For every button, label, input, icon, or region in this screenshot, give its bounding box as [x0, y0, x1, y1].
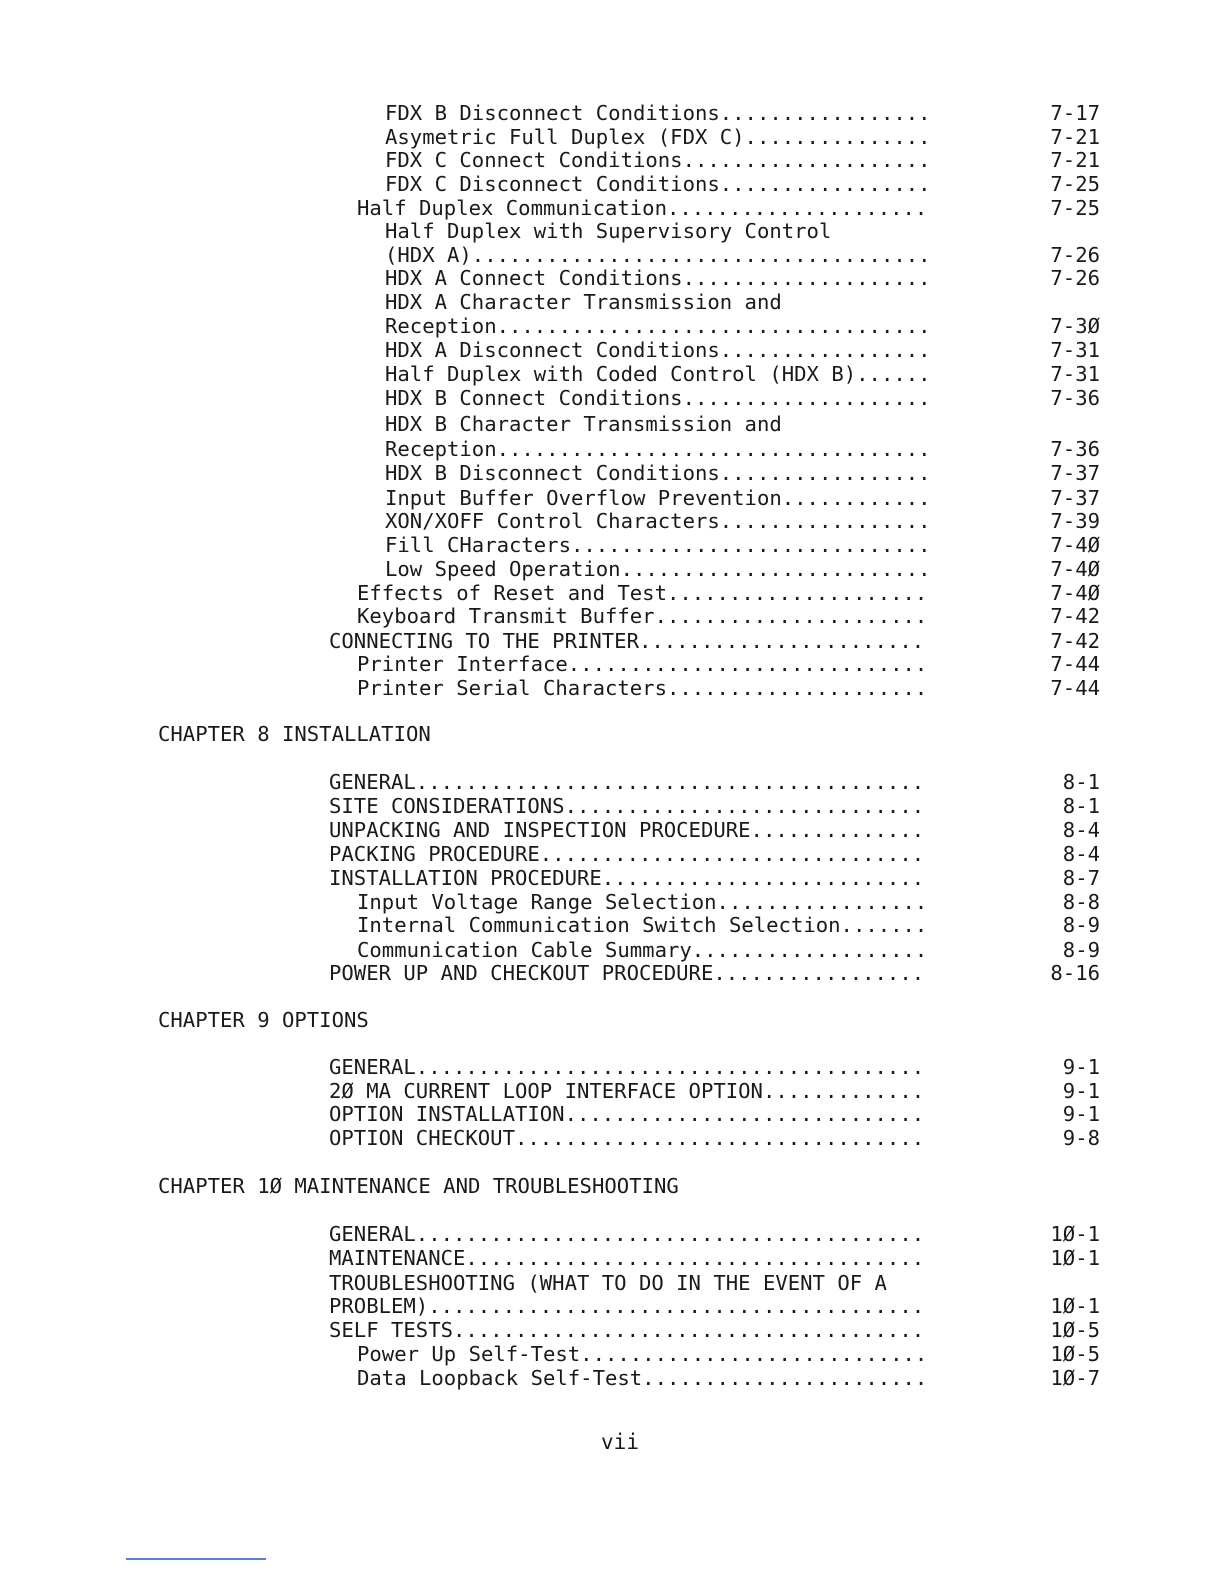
toc-entry: Input Buffer Overflow Prevention............: [385, 486, 931, 510]
toc-entry-page: 7-36: [1050, 437, 1100, 461]
toc-entry: OPTION CHECKOUT.................................: [329, 1126, 925, 1150]
chapter-heading: CHAPTER 1Ø MAINTENANCE AND TROUBLESHOOTING: [158, 1174, 679, 1198]
toc-entry-page: 7-17: [1050, 101, 1100, 125]
toc-entry-page: 1Ø-5: [1050, 1342, 1100, 1366]
toc-entry-page: 7-31: [1050, 338, 1100, 362]
toc-entry-page: 7-37: [1050, 486, 1100, 510]
toc-entry: PACKING PROCEDURE...............................: [329, 842, 925, 866]
toc-entry: OPTION INSTALLATION.............................: [329, 1102, 925, 1126]
toc-entry: Low Speed Operation.........................: [385, 557, 931, 581]
toc-entry-page: 7-3Ø: [1050, 314, 1100, 338]
toc-entry-page: 7-31: [1050, 362, 1100, 386]
toc-entry: Reception...................................: [385, 437, 931, 461]
toc-entry-page: 1Ø-1: [1050, 1294, 1100, 1318]
toc-entry: HDX B Character Transmission and: [385, 412, 782, 436]
toc-entry-page: 1Ø-7: [1050, 1366, 1100, 1390]
toc-entry-page: 7-39: [1050, 509, 1100, 533]
toc-entry-page: 9-1: [1062, 1055, 1100, 1079]
toc-entry-page: 9-8: [1062, 1126, 1100, 1150]
toc-entry-page: 9-1: [1062, 1079, 1100, 1103]
toc-entry-page: 7-37: [1050, 461, 1100, 485]
toc-entry: TROUBLESHOOTING (WHAT TO DO IN THE EVENT OF A: [329, 1271, 887, 1295]
toc-entry: HDX B Disconnect Conditions.................: [385, 461, 931, 485]
toc-entry: FDX C Disconnect Conditions.................: [385, 172, 931, 196]
toc-entry: INSTALLATION PROCEDURE..........................: [329, 866, 925, 890]
chapter-heading: CHAPTER 8 INSTALLATION: [158, 722, 431, 746]
toc-entry: GENERAL.........................................: [329, 1055, 925, 1079]
toc-entry-page: 7-25: [1050, 196, 1100, 220]
toc-entry-page: 7-44: [1050, 652, 1100, 676]
toc-entry-page: 7-4Ø: [1050, 533, 1100, 557]
toc-entry-page: 8-1: [1062, 794, 1100, 818]
toc-entry-page: 7-42: [1050, 629, 1100, 653]
toc-entry: Internal Communication Switch Selection.......: [357, 913, 928, 937]
toc-entry-page: 7-25: [1050, 172, 1100, 196]
toc-entry-page: 8-9: [1062, 938, 1100, 962]
toc-entry-page: 7-21: [1050, 125, 1100, 149]
toc-entry-page: 9-1: [1062, 1102, 1100, 1126]
toc-entry: FDX C Connect Conditions....................: [385, 148, 931, 172]
toc-entry-page: 1Ø-5: [1050, 1318, 1100, 1342]
toc-entry: HDX A Connect Conditions....................: [385, 266, 931, 290]
toc-entry: Half Duplex with Supervisory Control: [385, 219, 832, 243]
toc-entry: POWER UP AND CHECKOUT PROCEDURE.................: [329, 961, 925, 985]
toc-entry: HDX A Character Transmission and: [385, 290, 782, 314]
toc-entry: Keyboard Transmit Buffer......................: [357, 604, 928, 628]
toc-entry-page: 8-4: [1062, 842, 1100, 866]
toc-entry: HDX B Connect Conditions....................: [385, 386, 931, 410]
toc-entry-page: 8-16: [1050, 961, 1100, 985]
toc-entry: XON/XOFF Control Characters.................: [385, 509, 931, 533]
toc-entry: Power Up Self-Test............................: [357, 1342, 928, 1366]
page-number: vii: [601, 1430, 639, 1454]
toc-entry-page: 7-26: [1050, 266, 1100, 290]
toc-entry: SITE CONSIDERATIONS.............................: [329, 794, 925, 818]
toc-entry: FDX B Disconnect Conditions.................: [385, 101, 931, 125]
toc-entry: Reception...................................: [385, 314, 931, 338]
toc-entry-page: 7-4Ø: [1050, 581, 1100, 605]
toc-entry: GENERAL.........................................: [329, 770, 925, 794]
toc-entry: 2Ø MA CURRENT LOOP INTERFACE OPTION.............: [329, 1079, 925, 1103]
toc-entry-page: 7-4Ø: [1050, 557, 1100, 581]
toc-entry-page: 8-9: [1062, 913, 1100, 937]
toc-entry: UNPACKING AND INSPECTION PROCEDURE..............: [329, 818, 925, 842]
toc-entry: Communication Cable Summary...................: [357, 938, 928, 962]
toc-entry: Printer Interface.............................: [357, 652, 928, 676]
bottom-rule: [126, 1558, 266, 1560]
toc-entry: Half Duplex with Coded Control (HDX B)......: [385, 362, 931, 386]
toc-entry: GENERAL.........................................: [329, 1222, 925, 1246]
toc-entry-page: 7-42: [1050, 604, 1100, 628]
toc-entry-page: 7-36: [1050, 386, 1100, 410]
toc-entry: Half Duplex Communication.....................: [357, 196, 928, 220]
toc-entry-page: 1Ø-1: [1050, 1246, 1100, 1270]
toc-entry-page: 8-7: [1062, 866, 1100, 890]
toc-entry: HDX A Disconnect Conditions.................: [385, 338, 931, 362]
toc-entry: Printer Serial Characters.....................: [357, 676, 928, 700]
toc-entry-page: 7-44: [1050, 676, 1100, 700]
toc-entry-page: 1Ø-1: [1050, 1222, 1100, 1246]
toc-entry-page: 8-1: [1062, 770, 1100, 794]
toc-entry: CONNECTING TO THE PRINTER.......................: [329, 629, 925, 653]
toc-entry: SELF TESTS......................................: [329, 1318, 925, 1342]
toc-entry: Input Voltage Range Selection.................: [357, 890, 928, 914]
toc-entry-page: 8-8: [1062, 890, 1100, 914]
toc-entry-page: 8-4: [1062, 818, 1100, 842]
toc-entry: MAINTENANCE.....................................: [329, 1246, 925, 1270]
toc-entry-page: 7-26: [1050, 243, 1100, 267]
toc-entry: PROBLEM)........................................: [329, 1294, 925, 1318]
toc-entry: Effects of Reset and Test.....................: [357, 581, 928, 605]
toc-entry: Data Loopback Self-Test.......................: [357, 1366, 928, 1390]
toc-entry: Fill CHaracters.............................: [385, 533, 931, 557]
toc-entry-page: 7-21: [1050, 148, 1100, 172]
toc-entry: Asymetric Full Duplex (FDX C)...............: [385, 125, 931, 149]
toc-entry: (HDX A).....................................: [385, 243, 931, 267]
chapter-heading: CHAPTER 9 OPTIONS: [158, 1008, 369, 1032]
